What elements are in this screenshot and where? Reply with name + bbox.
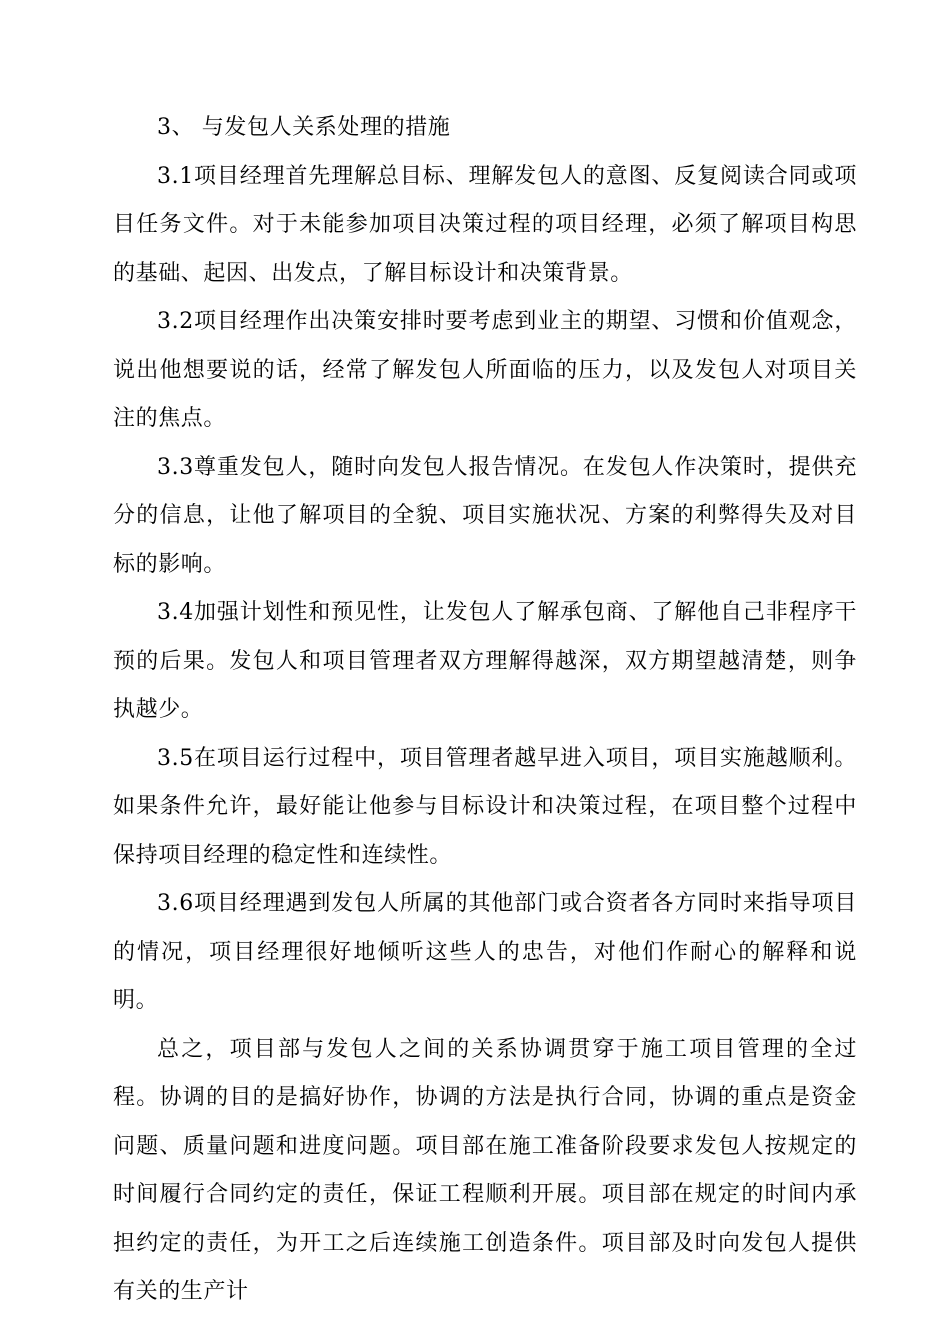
paragraph-3-5: 3.5在项目运行过程中，项目管理者越早进入项目，项目实施越顺利。如果条件允许，最好能让他参与目标设计和决策过程，在项目整个过程中保持项目经理的稳定性和连续性。 — [113, 745, 857, 868]
paragraph-3-2: 3.2项目经理作出决策安排时要考虑到业主的期望、习惯和价值观念，说出他想要说的话，经常了解发包人所面临的压力，以及发包人对项目关注的焦点。 — [113, 309, 857, 431]
paragraph-3-4: 3.4加强计划性和预见性，让发包人了解承包商、了解他自己非程序干预的后果。发包人和项目管理者双方理解得越深，双方期望越清楚，则争执越少。 — [113, 600, 857, 722]
paragraph-summary: 总之，项目部与发包人之间的关系协调贯穿于施工项目管理的全过程。协调的目的是搞好协作，协调的方法是执行合同，协调的重点是资金问题、质量问题和进度问题。项目部在施工准备阶段要求发包人按规定的时间履行合同约定的责任，保证工程顺利开展。项目部在规定的时间内承担约定的责任，为开工之后连续施工创造条件。项目部及时向发包人提供有关的生产计 — [113, 1036, 857, 1304]
paragraph-3-1: 3.1项目经理首先理解总目标、理解发包人的意图、反复阅读合同或项目任务文件。对于未能参加项目决策过程的项目经理，必须了解项目构思的基础、起因、出发点，了解目标设计和决策背景。 — [113, 163, 857, 286]
section-heading: 3、 与发包人关系处理的措施 — [157, 115, 451, 140]
paragraph-3-3: 3.3尊重发包人，随时向发包人报告情况。在发包人作决策时，提供充分的信息，让他了解项目的全貌、项目实施状况、方案的利弊得失及对目标的影响。 — [113, 454, 857, 577]
document-body — [113, 104, 857, 1317]
paragraph-3-6: 3.6项目经理遇到发包人所属的其他部门或合资者各方同时来指导项目的情况，项目经理很好地倾听这些人的忠告，对他们作耐心的解释和说明。 — [113, 891, 857, 1013]
